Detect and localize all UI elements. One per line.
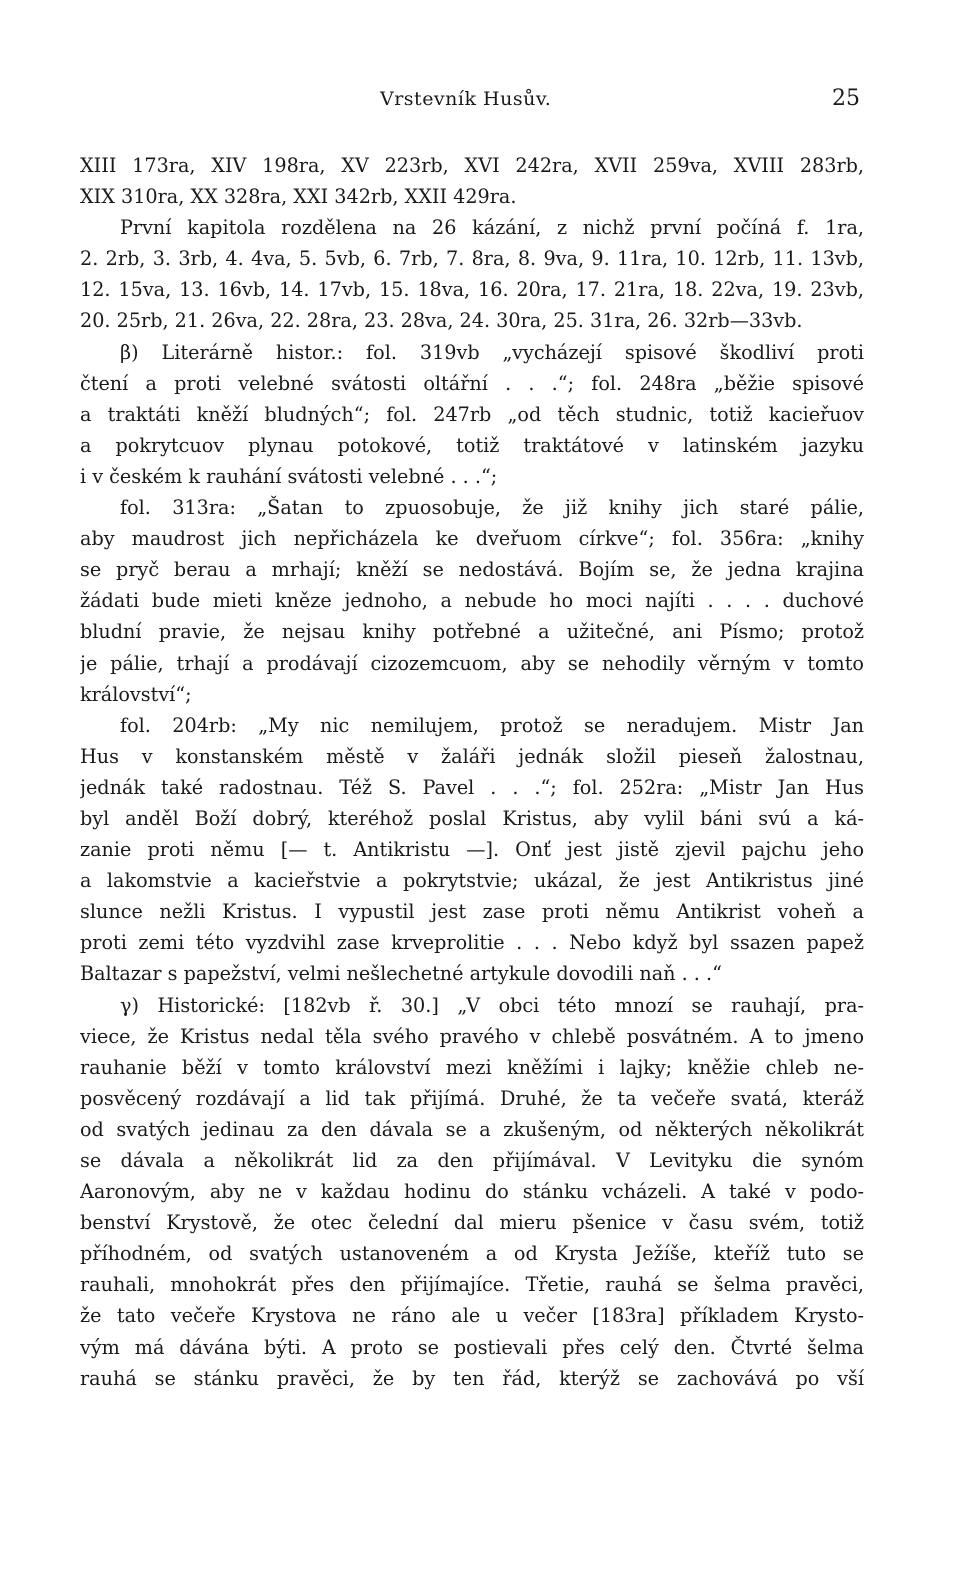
text-line: První kapitola rozdělena na 26 kázání, z nichž první počíná f. 1ra, xyxy=(120,216,864,240)
text-line: XIX 310ra, XX 328ra, XXI 342rb, XXII 429ra. xyxy=(80,185,517,209)
text-line: se dávala a několikrát lid za den přijímával. V Levityku die synóm xyxy=(80,1149,864,1172)
text-line: slunce nežli Kristus. I vypustil jest zase proti němu Antikrist voheň a xyxy=(80,900,864,924)
text-line: benství Krystově, že otec čelední dal mieru pšenice v času svém, totiž xyxy=(80,1211,864,1235)
text-line: 20. 25rb, 21. 26va, 22. 28ra, 23. 28va, 24. 30ra, 25. 31ra, 26. 32rb—33vb. xyxy=(80,309,803,333)
text-line: je pálie, trhají a prodávají cizozemcuom, aby se nehodily věrným v tomto xyxy=(80,651,864,675)
text-line: fol. 204rb: „My nic nemilujem, protož se neradujem. Mistr Jan xyxy=(120,713,864,737)
page-number: 25 xyxy=(832,86,860,111)
text-line: vým má dávána býti. A proto se postievali přes celý den. Čtvrté šelma xyxy=(80,1335,864,1359)
text-line: se pryč berau a mrhají; kněží se nedostává. Bojím se, že jedna krajina xyxy=(80,558,864,582)
text-line: γ) Historické: [182vb ř. 30.] „V obci této mnozí se rauhají, pra- xyxy=(120,993,864,1017)
text-line: β) Literárně histor.: fol. 319vb „vycházejí spisové škodliví proti xyxy=(120,340,864,364)
text-line: jednák také radostnau. Též S. Pavel . . .“; fol. 252ra: „Mistr Jan Hus xyxy=(80,775,864,799)
text-line: zanie proti němu [— t. Antikristu —]. Onť jest jistě zjevil pajchu jeho xyxy=(80,838,864,862)
text-line: 12. 15va, 13. 16vb, 14. 17vb, 15. 18va, 16. 20ra, 17. 21ra, 18. 22va, 19. 23vb, xyxy=(80,278,864,302)
text-line: XIII 173ra, XIV 198ra, XV 223rb, XVI 242ra, XVII 259va, XVIII 283rb, xyxy=(80,154,864,177)
text-line: a lakomstvie a kacieřstvie a pokrytstvie; ukázal, že jest Antikristus jiné xyxy=(80,869,864,893)
text-line: 2. 2rb, 3. 3rb, 4. 4va, 5. 5vb, 6. 7rb, 7. 8ra, 8. 9va, 9. 11ra, 10. 12rb, 11. 13vb, xyxy=(80,247,864,271)
book-page xyxy=(80,0,864,1589)
text-line: viece, že Kristus nedal těla svého pravého v chlebě posvátném. A to jmeno xyxy=(80,1024,864,1048)
text-line: a pokrytcuov plynau potokové, totiž traktátové v latinském jazyku xyxy=(80,433,864,457)
text-line: bludní pravie, že nejsau knihy potřebné a užitečné, ani Písmo; protož xyxy=(80,620,864,644)
text-line: Baltazar s papežství, velmi nešlechetné artykule dovodili naň . . .“ xyxy=(80,962,722,986)
running-title: Vrstevník Husův. xyxy=(380,88,552,110)
text-line: žádati bude mieti kněze jednoho, a nebude ho moci najíti . . . . duchové xyxy=(80,589,864,613)
text-line: posvěcený rozdávají a lid tak přijímá. Druhé, že ta večeře svatá, kteráž xyxy=(80,1086,864,1110)
text-line: rauhanie běží v tomto království mezi kněžími i lajky; kněžie chleb ne- xyxy=(80,1055,864,1079)
text-line: království“; xyxy=(80,682,192,706)
text-line: i v českém k rauhání svátosti velebné . . .“; xyxy=(80,464,498,488)
text-line: byl anděl Boží dobrý, kteréhož poslal Kristus, aby vylil báni svú a ká- xyxy=(80,806,864,830)
text-line: od svatých jedinau za den dávala se a zkušeným, od některých několikrát xyxy=(80,1117,864,1141)
text-line: Hus v konstanském městě v žaláři jednák složil pieseň žalostnau, xyxy=(80,744,864,768)
text-line: příhodném, od svatých ustanoveném a od Krysta Ježíše, kteříž tuto se xyxy=(80,1242,864,1266)
running-head xyxy=(80,88,864,118)
text-line: rauhali, mnohokrát přes den přijímajíce. Třetie, rauhá se šelma pravěci, xyxy=(80,1273,864,1297)
text-line: fol. 313ra: „Šatan to zpuosobuje, že již knihy jich staré pálie, xyxy=(120,496,864,520)
text-line: aby maudrost jich nepřicházela ke dveřuom církve“; fol. 356ra: „knihy xyxy=(80,527,864,551)
text-line: Aaronovým, aby ne v každau hodinu do stánku vcházeli. A také v podo- xyxy=(80,1180,864,1204)
text-line xyxy=(80,1394,864,1425)
text-line: a traktáti kněží bludných“; fol. 247rb „od těch studnic, totiž kacieřuov xyxy=(80,402,864,426)
text-line: rauhá se stánku pravěci, že by ten řád, kterýž se zachovává po vší xyxy=(80,1366,864,1390)
text-line: že tato večeře Krystova ne ráno ale u večer [183ra] příkladem Krysto- xyxy=(80,1304,864,1328)
text-line: proti zemi této vyzdvihl zase krveprolitie . . . Nebo když byl ssazen papež xyxy=(80,931,864,955)
text-line: čtení a proti velebné svátosti oltářní . . .“; fol. 248ra „běžie spisové xyxy=(80,371,864,395)
body-text xyxy=(80,150,864,1425)
